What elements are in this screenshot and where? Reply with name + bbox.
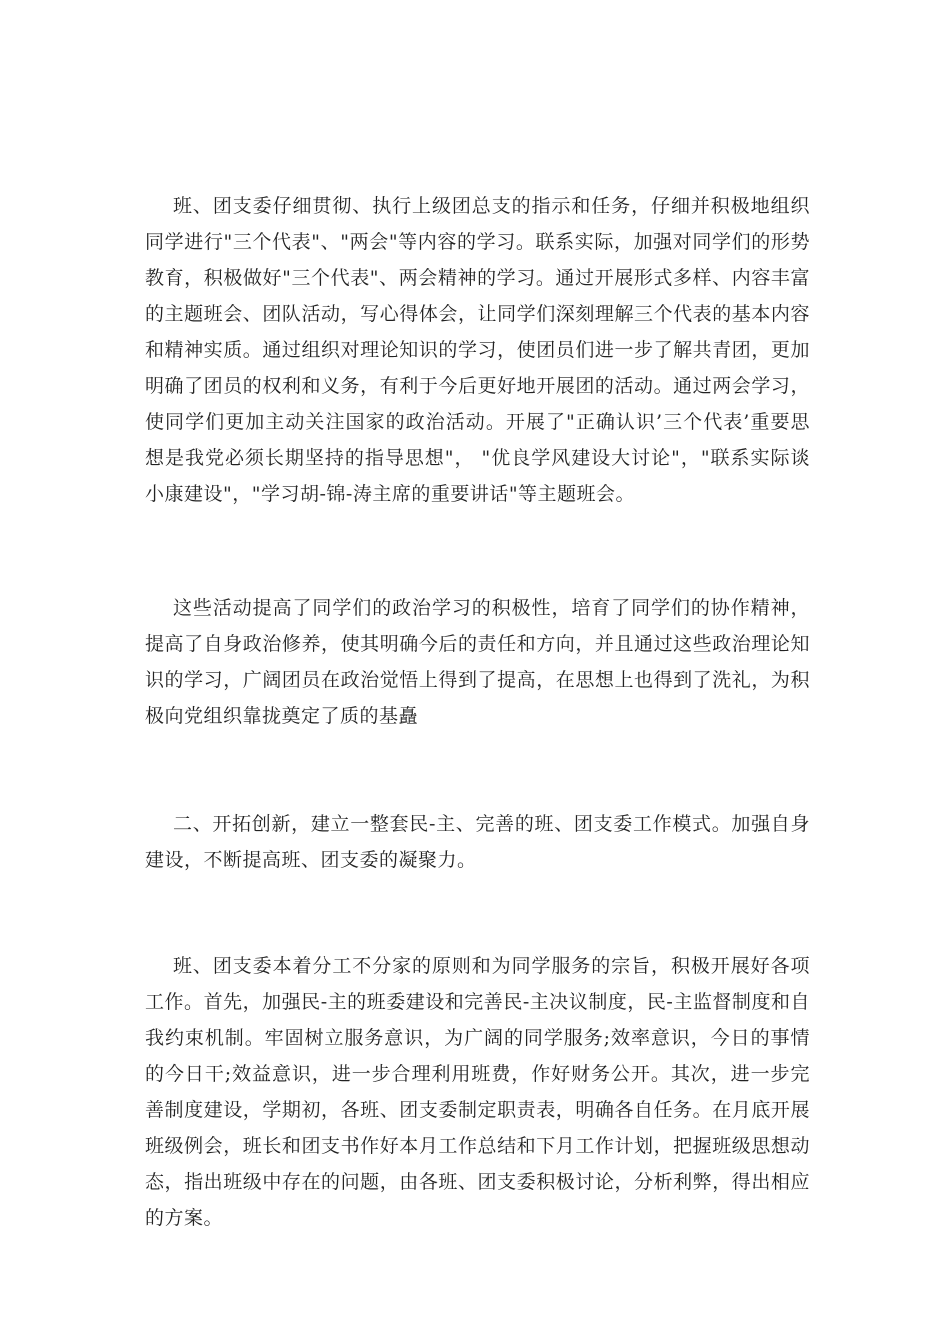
paragraph-committee-work: 班、团支委本着分工不分家的原则和为同学服务的宗旨，积极开展好各项工作。首先，加强民-主的班委建设和完善民-主决议制度，民-主监督制度和自我约束机制。牢固树立服务意识，为广阔的同学服务;效率意识，今日的事情的今日干;效益意识，进一步合理利用班费，作好财务公开。其次，进一步完善制度建设，学期初，各班、团支委制定职责表，明确各自任务。在月底开展班级例会，班长和团支书作好本月工作总结和下月工作计划，把握班级思想动态，指出班级中存在的问题，由各班、团支委积极讨论，分析利弊，得出相应的方案。 bbox=[145, 955, 810, 1229]
section-heading-innovation: 二、开拓创新，建立一整套民-主、完善的班、团支委工作模式。加强自身建设，不断提高班、团支委的凝聚力。 bbox=[145, 813, 810, 871]
paragraph-ideology-study: 班、团支委仔细贯彻、执行上级团总支的指示和任务，仔细并积极地组织同学进行"三个代表"、"两会"等内容的学习。联系实际，加强对同学们的形势教育，积极做好"三个代表"、两会精神的学习。通过开展形式多样、内容丰富的主题班会、团队活动，写心得体会，让同学们深刻理解三个代表的基本内容和精神实质。通过组织对理论知识的学习，使团员们进一步了解共青团，更加明确了团员的权利和义务，有利于今后更好地开展团的活动。通过两会学习，使同学们更加主动关注国家的政治活动。开展了"正确认识’三个代表’重要思想是我党必须长期坚持的指导思想"， "优良学风建设大讨论"，"联系实际谈小康建设"，"学习胡-锦-涛主席的重要讲话"等主题班会。 bbox=[145, 195, 810, 505]
paragraph-activity-results: 这些活动提高了同学们的政治学习的积极性，培育了同学们的协作精神，提高了自身政治修养，使其明确今后的责任和方向，并且通过这些政治理论知识的学习，广阔团员在政治觉悟上得到了提高，在思想上也得到了洗礼，为积极向党组织靠拢奠定了质的基矗 bbox=[145, 597, 810, 727]
